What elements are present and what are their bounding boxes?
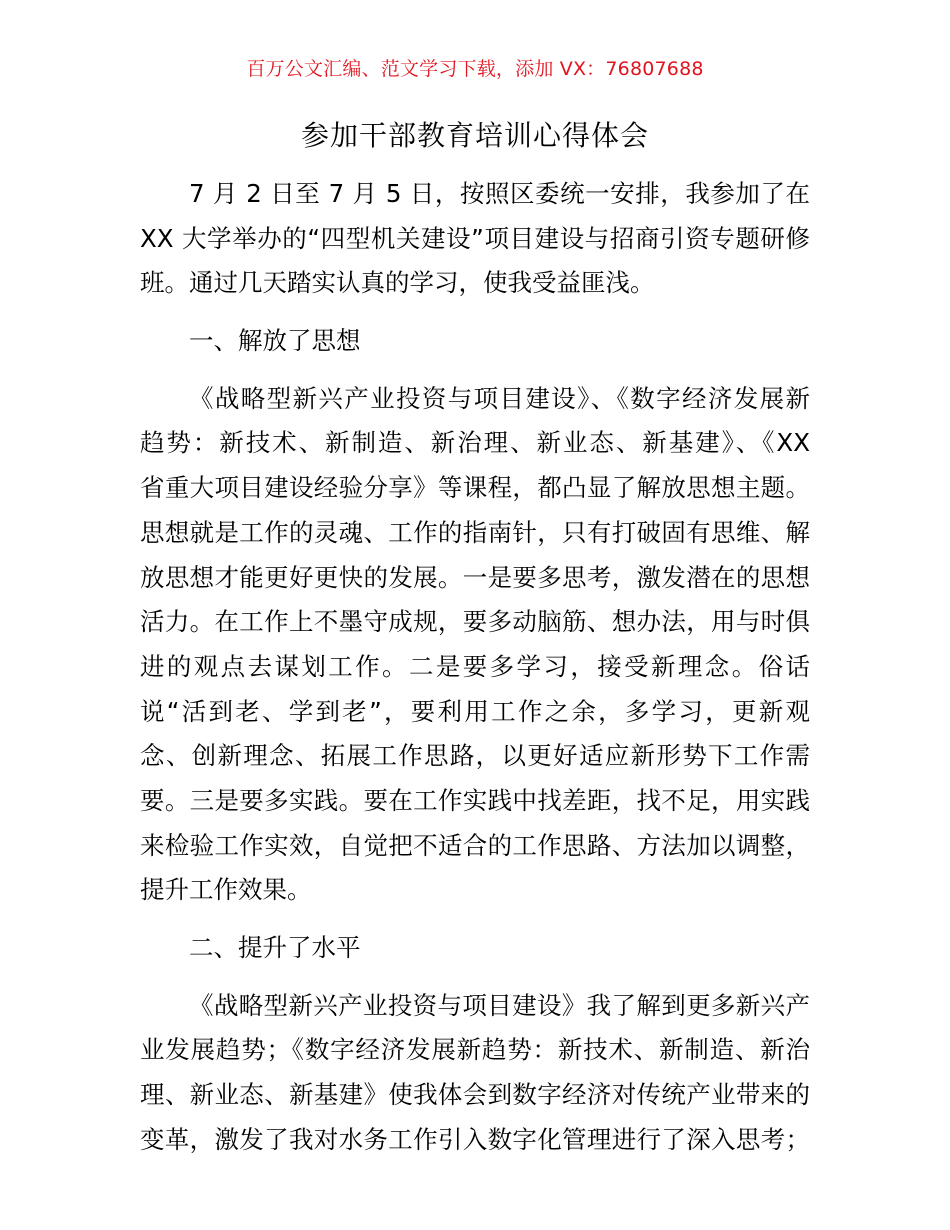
section-paragraph [140,377,810,913]
text-line: 提升工作效果。 [140,875,312,905]
text-line: 放思想才能更好更快的发展。一是要多思考，激发潜在的思想 [140,562,810,592]
text-line: 说“活到老、学到老”，要利用工作之余，多学习，更新观 [140,696,810,726]
text-line: 思想就是工作的灵魂、工作的指南针，只有打破固有思维、解 [140,517,810,547]
document-body [140,172,810,1162]
text-line: 趋势：新技术、新制造、新治理、新业态、新基建》、《XX [140,428,810,458]
promo-header: 百万公文汇编、范文学习下载，添加 VX：76807688 [246,58,704,80]
text-line: 业发展趋势；《数字经济发展新趋势：新技术、新制造、新治 [140,1035,810,1065]
text-line: 变革，激发了我对水务工作引入数字化管理进行了深入思考； [140,1124,810,1154]
text-line: 念、创新理念、拓展工作思路，以更好适应新形势下工作需 [140,741,810,771]
text-line: 要。三是要多实践。要在工作实践中找差距，找不足，用实践 [140,785,810,815]
text-line: 来检验工作实效，自觉把不适合的工作思路、方法加以调整， [140,830,810,860]
text-line: XX 大学举办的“四型机关建设”项目建设与招商引资专题研修 [140,223,810,253]
text-line: 理、新业态、新基建》使我体会到数字经济对传统产业带来的 [140,1080,810,1110]
text-line: 《战略型新兴产业投资与项目建设》、《数字经济发展新 [189,383,810,413]
section-paragraph [140,984,810,1163]
section-heading: 一、解放了思想 [189,326,361,356]
text-line: 7 月 2 日至 7 月 5 日，按照区委统一安排，我参加了在 [189,179,810,208]
text-line: 活力。在工作上不墨守成规，要多动脑筋、想办法，用与时俱 [140,607,810,637]
intro-paragraph [140,172,810,306]
document-title: 参加干部教育培训心得体会 [300,119,649,152]
text-line: 省重大项目建设经验分享》等课程，都凸显了解放思想主题。 [140,473,810,503]
section-heading: 二、提升了水平 [189,933,361,962]
text-line: 班。通过几天踏实认真的学习，使我受益匪浅。 [140,268,655,298]
text-line: 进的观点去谋划工作。二是要多学习，接受新理念。俗话 [140,651,810,681]
text-line: 《战略型新兴产业投资与项目建设》我了解到更多新兴产 [189,990,810,1020]
